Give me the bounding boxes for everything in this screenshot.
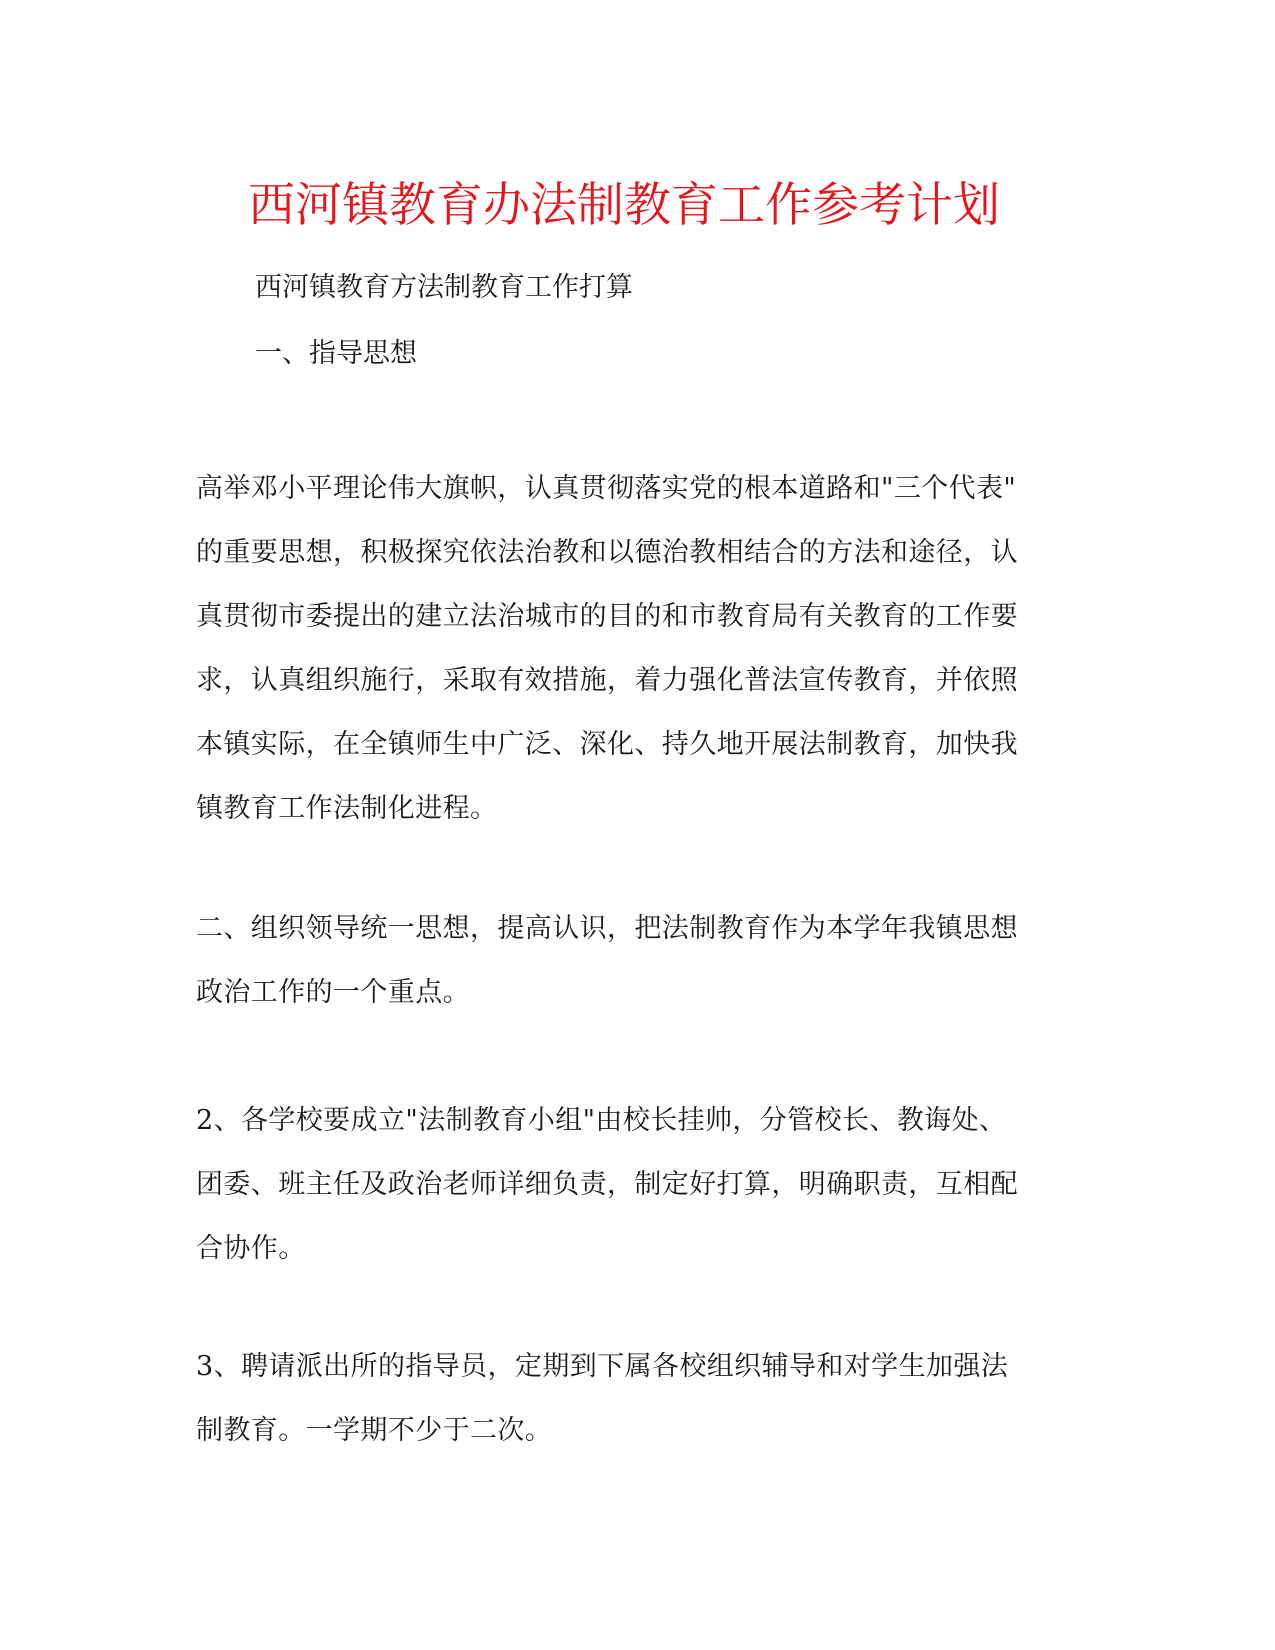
- paragraph-line: 真贯彻市委提出的建立法治城市的目的和市教育局有关教育的工作要: [196, 601, 1018, 632]
- document-subtitle: 西河镇教育方法制教育工作打算: [255, 272, 633, 303]
- paragraph-line: 2、各学校要成立"法制教育小组"由校长挂帅，分管校长、教诲处、: [196, 1105, 1007, 1136]
- paragraph-line: 镇教育工作法制化进程。: [196, 793, 498, 824]
- paragraph-line: 团委、班主任及政治老师详细负责，制定好打算，明确职责，互相配: [196, 1169, 1018, 1200]
- paragraph-line: 3、聘请派出所的指导员，定期到下属各校组织辅导和对学生加强法: [196, 1351, 1009, 1382]
- paragraph-line: 本镇实际，在全镇师生中广泛、深化、持久地开展法制教育，加快我: [196, 729, 1018, 760]
- section-heading-guiding-ideology: 一、指导思想: [255, 338, 417, 369]
- paragraph-guiding-ideology: [196, 457, 1076, 841]
- paragraph-item-3: [196, 1335, 1076, 1463]
- paragraph-line: 求，认真组织施行，采取有效措施，着力强化普法宣传教育，并依照: [196, 665, 1018, 696]
- paragraph-item-2: [196, 1089, 1076, 1281]
- paragraph-line: 二、组织领导统一思想，提高认识，把法制教育作为本学年我镇思想: [196, 913, 1018, 944]
- paragraph-organization-leadership: [196, 897, 1076, 1025]
- paragraph-line: 高举邓小平理论伟大旗帜，认真贯彻落实党的根本道路和"三个代表": [196, 473, 1017, 504]
- paragraph-line: 制教育。一学期不少于二次。: [196, 1415, 553, 1446]
- paragraph-line: 的重要思想，积极探究依法治教和以德治教相结合的方法和途径，认: [196, 537, 1018, 568]
- paragraph-line: 政治工作的一个重点。: [196, 977, 470, 1008]
- document-title: 西河镇教育办法制教育工作参考计划: [248, 178, 1000, 233]
- paragraph-line: 合协作。: [196, 1233, 306, 1264]
